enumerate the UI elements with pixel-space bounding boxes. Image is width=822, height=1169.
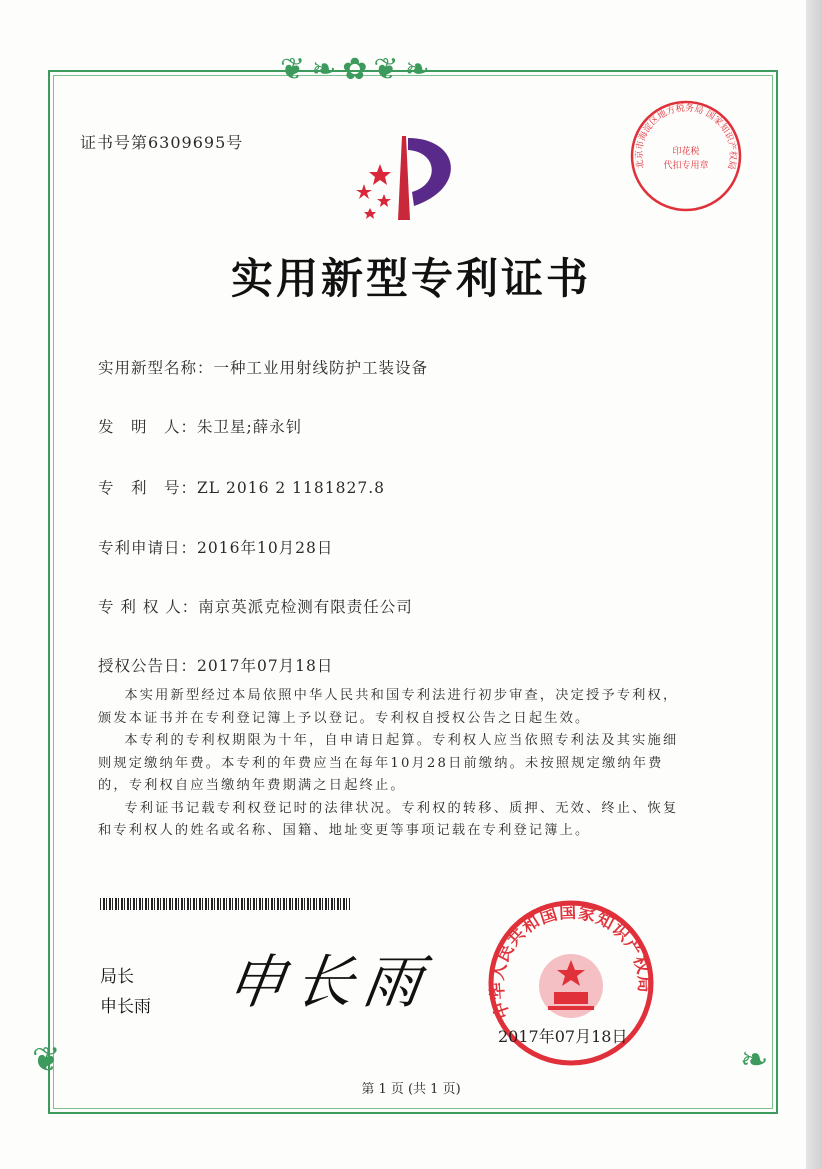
field-value: 南京英派克检测有限责任公司 bbox=[198, 598, 413, 616]
field-label: 实用新型名称： bbox=[98, 359, 214, 377]
paper-edge bbox=[806, 0, 822, 1169]
field-value: 一种工业用射线防护工装设备 bbox=[213, 359, 429, 377]
seal-date: 2017年07月18日 bbox=[498, 1027, 628, 1046]
tax-stamp bbox=[628, 98, 744, 214]
top-ornament-icon: ❦❧✿❦❧ bbox=[280, 52, 436, 87]
field-utility-model-name bbox=[98, 356, 428, 378]
corner-ornament-icon: ❦ bbox=[32, 1040, 61, 1080]
field-patent-number bbox=[98, 476, 385, 498]
field-label: 发 明 人： bbox=[98, 418, 198, 436]
body-paragraph: 本专利的专利权期限为十年，自申请日起算。专利权人应当依照专利法及其实施细则规定缴纳年费。本专利的年费应当在每年10月28日前缴纳。未按照规定缴纳年费的，专利权自应当缴纳年费期满之日起终止。 bbox=[98, 733, 679, 793]
field-value: 2016年10月28日 bbox=[197, 539, 334, 557]
field-label: 专 利 权 人： bbox=[98, 598, 199, 616]
signatory-title: 局长 bbox=[100, 967, 134, 987]
corner-ornament-icon: ❧ bbox=[740, 1040, 769, 1080]
barcode bbox=[100, 898, 350, 910]
field-value: ZL 2016 2 1181827.8 bbox=[197, 479, 385, 497]
certificate-number: 证书号第6309695号 bbox=[80, 133, 244, 152]
tax-stamp-line2: 代扣专用章 bbox=[663, 161, 709, 171]
certificate-title: 实用新型专利证书 bbox=[230, 254, 591, 303]
field-patentee bbox=[98, 595, 413, 617]
page-indicator: 第 1 页 (共 1 页) bbox=[361, 1082, 461, 1097]
field-value: 朱卫星;薛永钊 bbox=[197, 418, 303, 436]
field-value: 2017年07月18日 bbox=[197, 657, 334, 675]
handwritten-signature: 申长雨 bbox=[222, 948, 437, 1016]
signatory-name: 申长雨 bbox=[100, 997, 151, 1017]
tax-stamp-outer-text: 北京市海淀区地方税务局 国家知识产权局 bbox=[634, 103, 738, 171]
field-label: 专 利 号： bbox=[98, 479, 198, 497]
patent-office-logo-icon bbox=[340, 128, 470, 228]
certificate-body bbox=[98, 685, 693, 843]
field-grant-date bbox=[98, 654, 333, 676]
field-application-date bbox=[98, 536, 333, 558]
field-label: 专利申请日： bbox=[98, 539, 198, 557]
field-label: 授权公告日： bbox=[98, 657, 198, 675]
field-inventors bbox=[98, 415, 302, 437]
body-paragraph: 本实用新型经过本局依照中华人民共和国专利法进行初步审查，决定授予专利权，颁发本证书并在专利登记簿上予以登记。专利权自授权公告之日起生效。 bbox=[98, 688, 679, 726]
seal-text: 中华人民共和国国家知识产权局 bbox=[487, 902, 655, 1022]
tax-stamp-line1: 印花税 bbox=[672, 147, 700, 157]
body-paragraph: 专利证书记载专利权登记时的法律状况。专利权的转移、质押、无效、终止、恢复和专利权人的姓名或名称、国籍、地址变更等事项记载在专利登记簿上。 bbox=[98, 800, 679, 838]
